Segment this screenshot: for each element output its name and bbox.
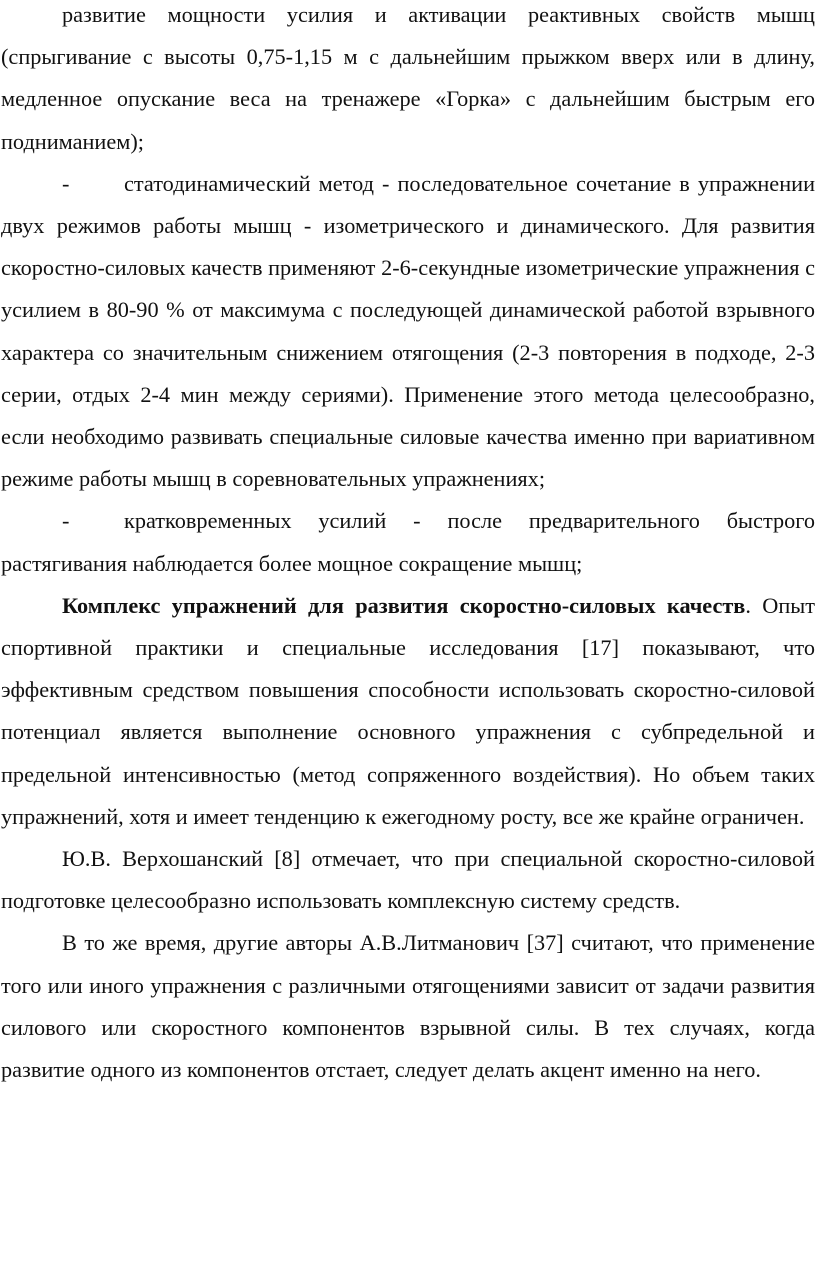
list-item-statodynamic-method — [1, 163, 815, 501]
paragraph-exercise-complex — [1, 585, 815, 838]
list-item-text: кратковременных усилий - после предварительного быстрого растягивания наблюдается более мощное сокращение мышц; — [1, 508, 815, 576]
list-item-short-efforts — [1, 500, 815, 584]
heading-period: . — [745, 592, 751, 618]
paragraph-reactive-properties: развитие мощности усилия и активации реактивных свойств мышц (спрыгивание с высоты 0,75-1,15 м с дальнейшим прыжком вверх или в длину, медленное опускание веса на тренажере «Горка» с дальнейшим быстрым его подниманием); — [1, 2, 815, 154]
list-dash: - — [62, 508, 70, 534]
paragraph-body: Опыт спортивной практики и специальные исследования [17] показывают, что эффективным средством повышения способности использовать скоростно-силовой потенциал является выполнение основного упражнения с субпредельной и предельной интенсивностью (метод сопряженного воздействия). Но объем таких упражнений, хотя и имеет тенденцию к ежегодному росту, все же крайне ограничен. — [1, 592, 815, 829]
paragraph-verkhoshansky: Ю.В. Верхошанский [8] отмечает, что при специальной скоростно-силовой подготовке целесообразно использовать комплексную систему средств. — [1, 846, 815, 914]
list-dash: - — [62, 170, 70, 196]
section-heading: Комплекс упражнений для развития скоростно-силовых качеств — [62, 592, 746, 618]
list-item-text: статодинамический метод - последовательное сочетание в упражнении двух режимов работы мышц - изометрического и динамического. Для развития скоростно-силовых качеств применяют 2-6-секундные изометрические упражнения с усилием в 80-90 % от максимума с последующей динамической работой взрывного характера со значительным снижением отягощения (2-3 повторения в подходе, 2-3 серии, отдых 2-4 мин между сериями). Применение этого метода целесообразно, если необходимо развивать специальные силовые качества именно при вариативном режиме работы мышц в соревновательных упражнениях; — [1, 170, 815, 492]
paragraph-litmanovich: В то же время, другие авторы А.В.Литманович [37] считают, что применение того или иного упражнения с различными отягощениями зависит от задачи развития силового или скоростного компонентов взрывной силы. В тех случаях, когда развитие одного из компонентов отстает, следует делать акцент именно на него. — [1, 930, 815, 1083]
